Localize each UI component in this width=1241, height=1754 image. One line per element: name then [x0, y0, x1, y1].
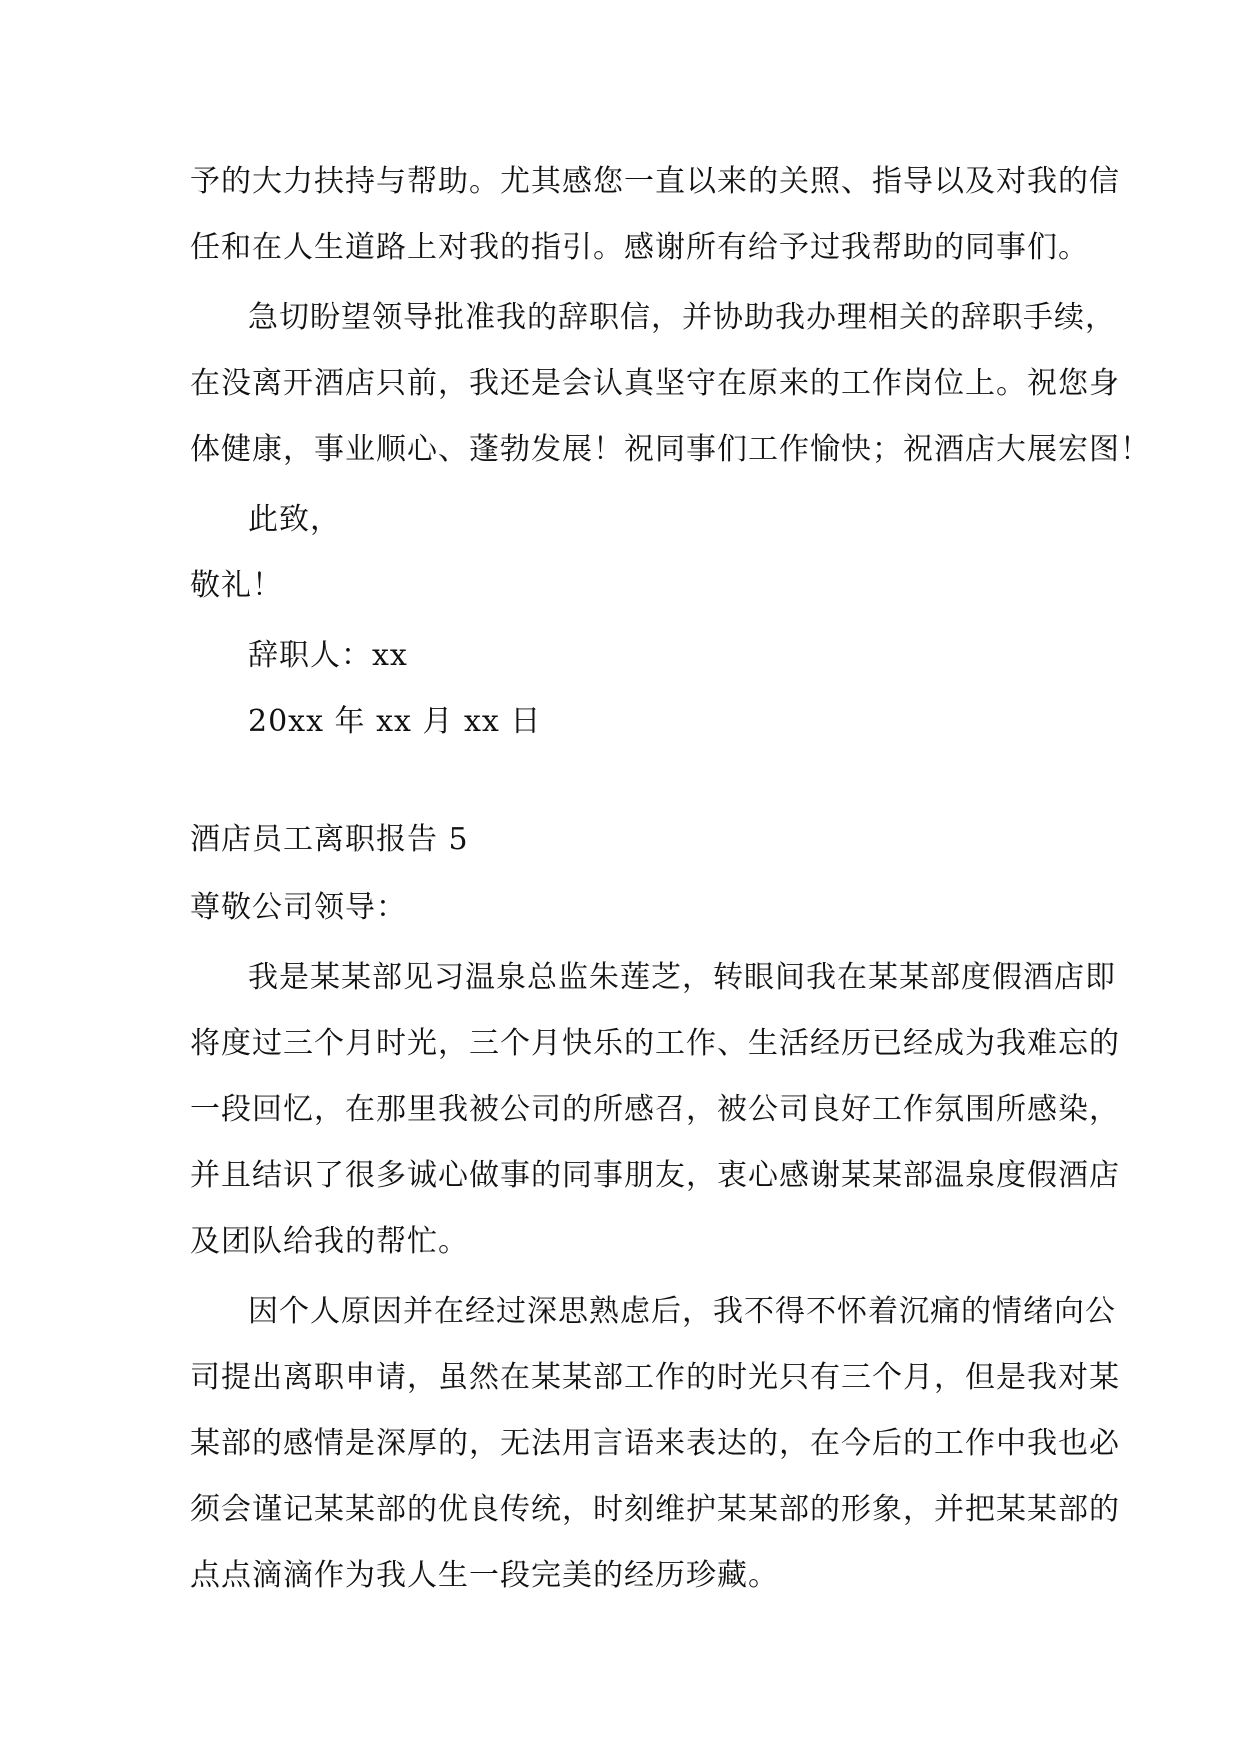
greeting: 尊敬公司领导： [190, 890, 407, 925]
paragraph-line: 并且结识了很多诚心做事的同事朋友，衷心感谢某某部温泉度假酒店 [190, 1158, 1120, 1193]
paragraph-line: 及团队给我的帮忙。 [190, 1224, 469, 1259]
paragraph-line: 一段回忆，在那里我被公司的所感召，被公司良好工作氛围所感染， [190, 1092, 1120, 1127]
closing-regards: 敬礼！ [190, 568, 283, 603]
paragraph-line: 任和在人生道路上对我的指引。感谢所有给予过我帮助的同事们。 [190, 230, 1089, 265]
paragraph-line: 须会谨记某某部的优良传统，时刻维护某某部的形象，并把某某部的 [190, 1492, 1120, 1527]
paragraph-line: 将度过三个月时光，三个月快乐的工作、生活经历已经成为我难忘的 [190, 1026, 1120, 1061]
paragraph-line: 因个人原因并在经过深思熟虑后，我不得不怀着沉痛的情绪向公 [248, 1294, 1116, 1329]
paragraph-line: 急切盼望领导批准我的辞职信，并协助我办理相关的辞职手续， [248, 300, 1116, 335]
signature-date: 20xx 年 xx 月 xx 日 [248, 704, 542, 739]
closing-salutation: 此致， [248, 502, 341, 537]
paragraph-line: 我是某某部见习温泉总监朱莲芝，转眼间我在某某部度假酒店即 [248, 960, 1116, 995]
signature-name: 辞职人：xx [248, 638, 408, 673]
paragraph-line: 体健康，事业顺心、蓬勃发展！祝同事们工作愉快；祝酒店大展宏图！ [190, 432, 1151, 467]
paragraph-line: 点点滴滴作为我人生一段完美的经历珍藏。 [190, 1558, 779, 1593]
section-title: 酒店员工离职报告 5 [190, 822, 469, 857]
paragraph-line: 某部的感情是深厚的，无法用言语来表达的，在今后的工作中我也必 [190, 1426, 1120, 1461]
paragraph-line: 司提出离职申请，虽然在某某部工作的时光只有三个月，但是我对某 [190, 1360, 1120, 1395]
paragraph-line: 予的大力扶持与帮助。尤其感您一直以来的关照、指导以及对我的信 [190, 164, 1120, 199]
paragraph-line: 在没离开酒店只前，我还是会认真坚守在原来的工作岗位上。祝您身 [190, 366, 1120, 401]
